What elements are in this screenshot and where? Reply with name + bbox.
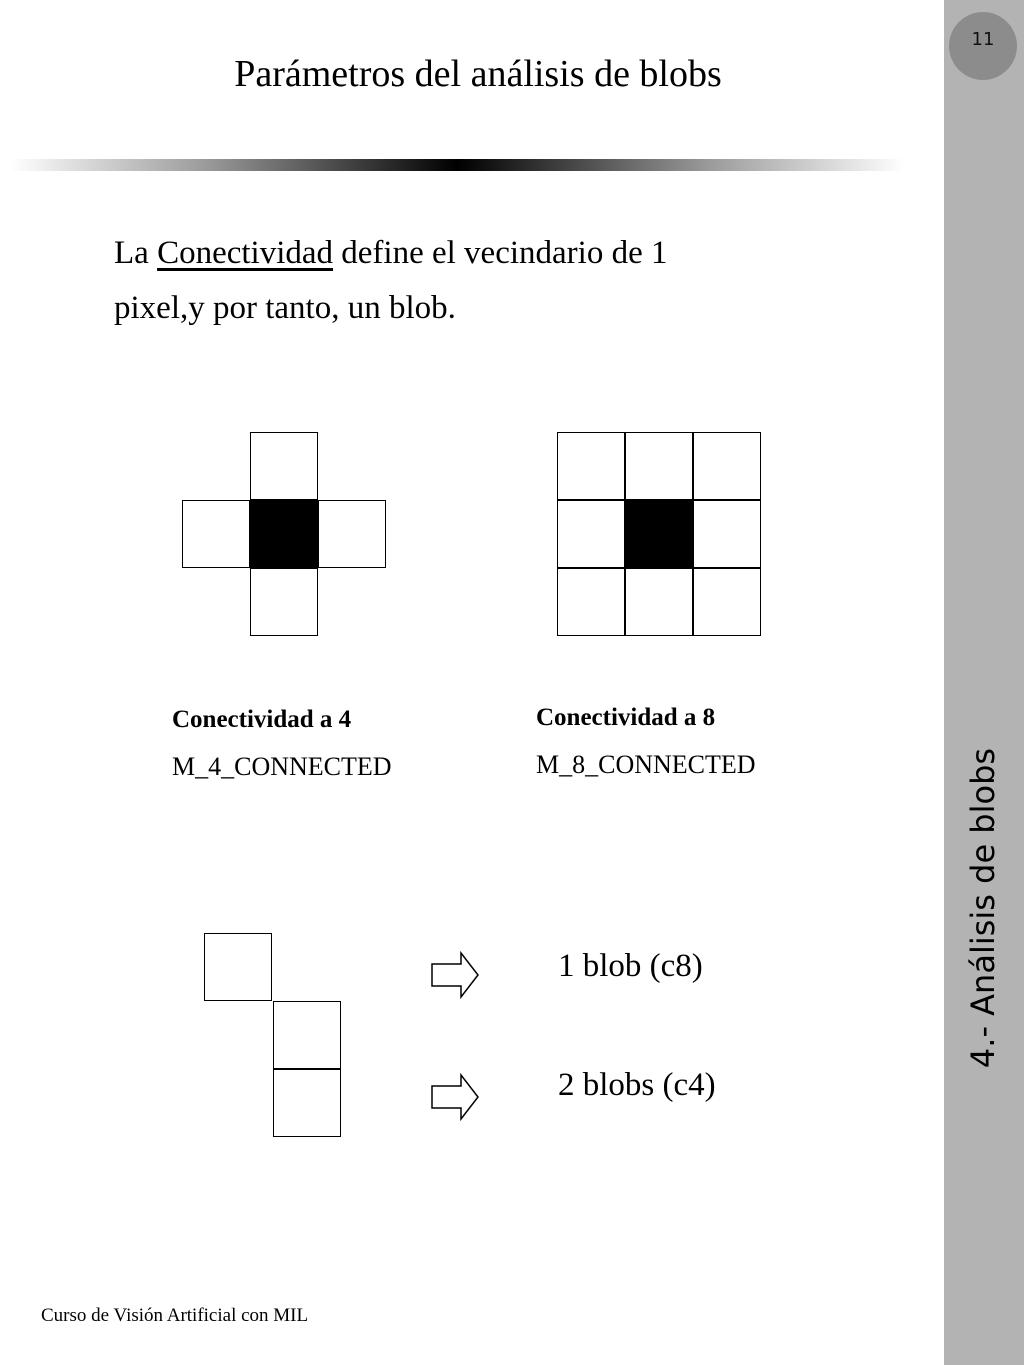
connectivity-4-label: Conectividad a 4 [172,706,352,733]
result-c4: 2 blobs (c4) [558,1067,716,1103]
intro-paragraph [114,226,734,336]
neighbor-cell [182,500,250,568]
intro-term: Conectividad [157,235,334,271]
sidebar-section-title: 4.- Análisis de blobs [964,747,1002,1069]
neighbor-cell [557,500,625,568]
sidebar [944,0,1024,1365]
neighbor-cell [318,500,386,568]
neighbor-cell [693,432,761,500]
neighbor-cell [693,568,761,636]
neighbor-cell [557,432,625,500]
page-number-badge: 11 [949,12,1017,80]
connectivity-4-constant: M_4_CONNECTED [172,752,392,781]
neighbor-cell [250,432,318,500]
intro-prefix: La [114,235,158,271]
example-pixel [273,1069,341,1137]
connectivity-8-constant: M_8_CONNECTED [536,750,756,779]
example-pixel [273,1001,341,1069]
neighbor-cell [250,568,318,636]
neighbor-cell [557,568,625,636]
center-pixel-cell [625,500,693,568]
center-pixel-cell [250,500,318,568]
neighbor-cell [693,500,761,568]
footer-course-title: Curso de Visión Artificial con MIL [41,1305,309,1326]
neighbor-cell [625,432,693,500]
result-c8: 1 blob (c8) [558,948,703,984]
page-title: Parámetros del análisis de blobs [234,53,722,95]
arrow-right-icon [430,951,480,999]
connectivity-8-label: Conectividad a 8 [536,704,716,731]
example-pixel [204,933,272,1001]
neighbor-cell [625,568,693,636]
title-divider [10,159,905,171]
intro-rest: define el vecindario de 1 [333,235,668,271]
arrow-right-icon [430,1073,480,1121]
intro-line2: pixel,y por tanto, un blob. [114,290,456,326]
